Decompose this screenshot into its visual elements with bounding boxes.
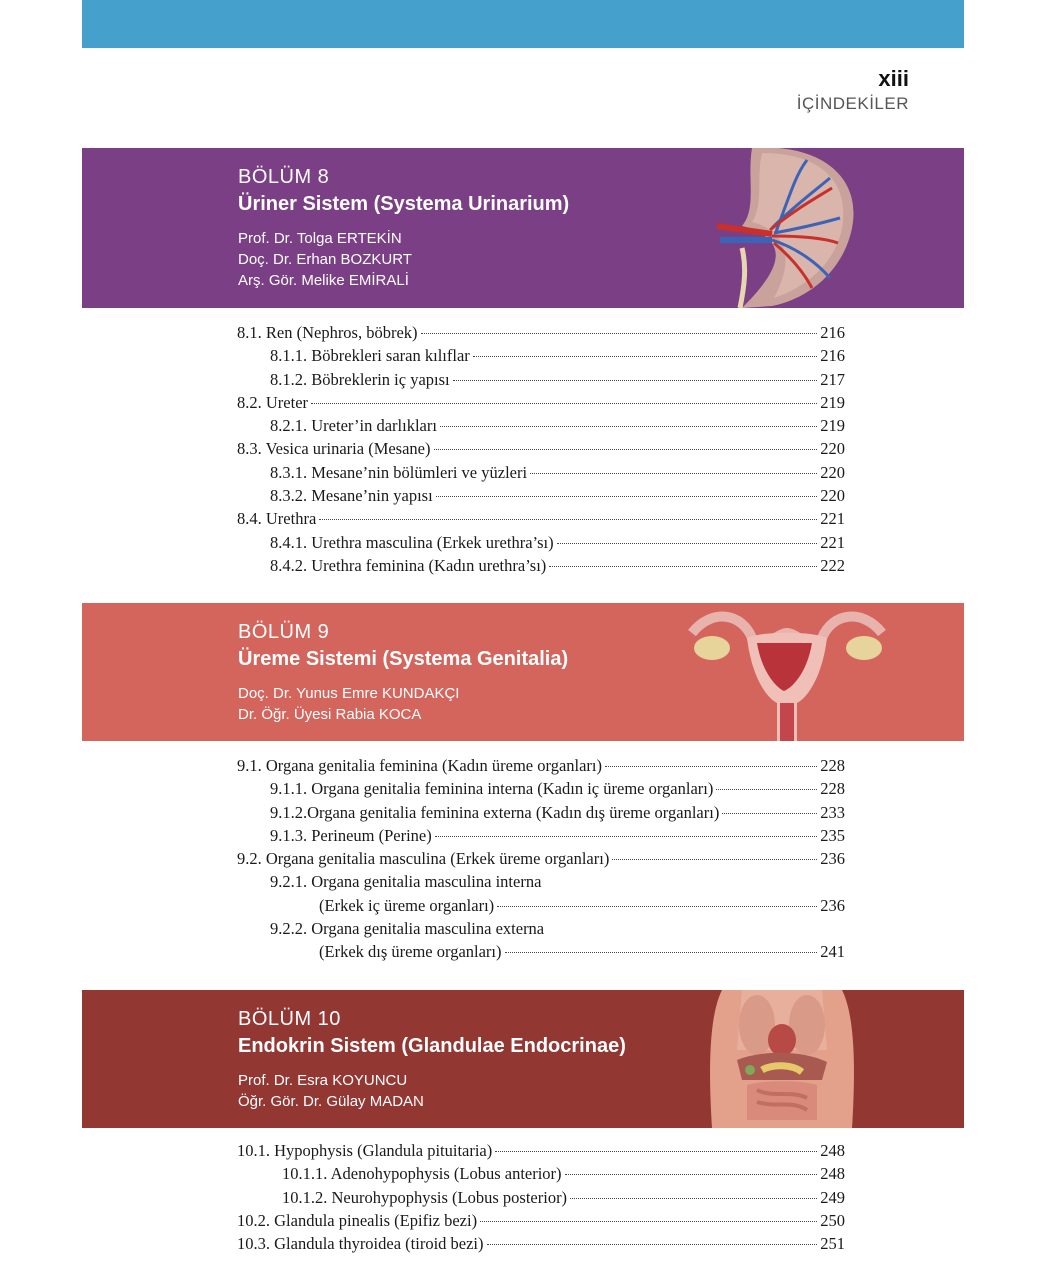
toc-entry-title: (Erkek dış üreme organları) (319, 942, 502, 962)
toc-entry-page: 248 (820, 1164, 845, 1184)
author: Arş. Gör. Melike EMİRALİ (238, 272, 409, 289)
chapter-title: Endokrin Sistem (Glandulae Endocrinae) (238, 1035, 626, 1057)
toc-entry-title: 8.1.2. Böbreklerin iç yapısı (270, 369, 450, 389)
toc-entry[interactable] (237, 531, 845, 554)
dot-leader (480, 1221, 817, 1222)
dot-leader (722, 813, 817, 814)
top-color-bar (82, 0, 964, 48)
uterus-illustration (672, 603, 902, 741)
chapter-label: BÖLÜM 10 (238, 1008, 341, 1030)
toc-entry[interactable] (237, 1162, 845, 1185)
toc-entry-page: 235 (820, 825, 845, 845)
dot-leader (435, 836, 817, 837)
toc-entry-title: 8.4.1. Urethra masculina (Erkek urethra’sı) (270, 532, 554, 552)
chapter-title: Üriner Sistem (Systema Urinarium) (238, 193, 570, 215)
toc-entry-title: 10.1. Hypophysis (Glandula pituitaria) (237, 1141, 493, 1160)
toc-entry[interactable] (237, 917, 845, 940)
torso-organs-illustration (702, 990, 862, 1128)
toc-entry-page: 219 (820, 416, 845, 436)
toc-entry-title: 8.3. Vesica urinaria (Mesane) (237, 439, 431, 459)
toc-entry-title: 8.4.2. Urethra feminina (Kadın urethra’sı) (270, 555, 547, 575)
toc-entry[interactable] (237, 777, 845, 800)
toc-entry-title: 10.1.1. Adenohypophysis (Lobus anterior) (282, 1164, 562, 1184)
toc-entry-title: 9.1.2.Organa genitalia feminina externa (Kadın dış üreme organları) (270, 802, 720, 822)
author: Prof. Dr. Esra KOYUNCU (238, 1072, 408, 1089)
toc-entry-title: 9.1.1. Organa genitalia feminina interna (Kadın iç üreme organları) (270, 779, 714, 799)
chapter-title: Üreme Sistemi (Systema Genitalia) (238, 648, 569, 670)
toc-entry-page: 222 (820, 555, 845, 575)
toc-entry[interactable] (237, 754, 845, 777)
toc-entry[interactable] (237, 414, 845, 437)
toc-entry-page: 236 (820, 849, 845, 869)
dot-leader (570, 1198, 817, 1199)
toc-entry[interactable] (237, 321, 845, 344)
toc-entry[interactable] (237, 344, 845, 367)
author: Dr. Öğr. Üyesi Rabia KOCA (238, 706, 422, 723)
dot-leader (605, 766, 817, 767)
dot-leader (453, 380, 818, 381)
toc-entry[interactable] (237, 1232, 845, 1255)
toc-entry-title: 8.2.1. Ureter’in darlıkları (270, 416, 437, 436)
dot-leader (716, 789, 817, 790)
toc-entry-continuation[interactable] (237, 940, 845, 963)
chapter-authors (238, 228, 569, 291)
author: Doç. Dr. Yunus Emre KUNDAKÇI (238, 685, 460, 702)
chapter-label: BÖLÜM 8 (238, 166, 330, 188)
chapter-authors (238, 1070, 626, 1112)
dot-leader (565, 1174, 818, 1175)
dot-leader (311, 403, 817, 404)
toc-entry-page: 249 (820, 1187, 845, 1207)
author: Prof. Dr. Tolga ERTEKİN (238, 230, 402, 247)
toc-entry-page: 220 (820, 439, 845, 459)
toc-entry-title: 8.1. Ren (Nephros, böbrek) (237, 323, 418, 342)
toc-entry-title: 9.2.2. Organa genitalia masculina externa (270, 919, 545, 939)
toc-entry[interactable] (237, 554, 845, 577)
chapter-8-banner (82, 148, 964, 308)
toc-entry-page: 228 (820, 756, 845, 775)
toc-entry[interactable] (237, 437, 845, 460)
toc-entry-page: 236 (820, 895, 845, 915)
dot-leader (440, 426, 817, 427)
toc-entry-page: 248 (820, 1141, 845, 1160)
toc-entry-title: 8.1.1. Böbrekleri saran kılıflar (270, 346, 470, 366)
toc-entry-page: 251 (820, 1234, 845, 1254)
toc-entry-page: 228 (820, 779, 845, 799)
toc-entry-page: 250 (820, 1210, 845, 1230)
toc-entry-page: 221 (820, 509, 845, 529)
toc-entry[interactable] (237, 484, 845, 507)
dot-leader (612, 859, 817, 860)
toc-entry[interactable] (237, 824, 845, 847)
dot-leader (434, 449, 818, 450)
toc-entry-title: (Erkek iç üreme organları) (319, 895, 495, 915)
toc-entry-page: 233 (820, 802, 845, 822)
toc-entry-title: 9.2.1. Organa genitalia masculina interna (270, 872, 542, 892)
toc-entry[interactable] (237, 368, 845, 391)
toc-entry-page: 221 (820, 532, 845, 552)
chapter-9-toc (237, 754, 845, 964)
running-title: İÇİNDEKİLER (796, 94, 909, 113)
toc-entry-title: 10.1.2. Neurohypophysis (Lobus posterior) (282, 1187, 568, 1207)
page-number: xiii (878, 66, 909, 91)
dot-leader (421, 333, 818, 334)
toc-entry-page: 241 (820, 942, 845, 962)
toc-entry[interactable] (237, 507, 845, 530)
chapter-10-banner (82, 990, 964, 1128)
toc-entry-page: 219 (820, 392, 845, 412)
toc-entry[interactable] (237, 391, 845, 414)
toc-entry[interactable] (237, 801, 845, 824)
dot-leader (436, 496, 818, 497)
toc-entry-title: 9.1. Organa genitalia feminina (Kadın üreme organları) (237, 756, 603, 775)
toc-entry-title: 9.1.3. Perineum (Perine) (270, 825, 432, 845)
toc-entry-title: 8.4. Urethra (237, 509, 317, 529)
dot-leader (530, 473, 817, 474)
dot-leader (505, 952, 818, 953)
toc-entry-title: 8.3.1. Mesane’nin bölümleri ve yüzleri (270, 462, 528, 482)
toc-entry-title: 10.2. Glandula pinealis (Epifiz bezi) (237, 1210, 478, 1230)
toc-entry-title: 8.3.2. Mesane’nin yapısı (270, 486, 433, 506)
dot-leader (487, 1244, 818, 1245)
chapter-label: BÖLÜM 9 (238, 621, 330, 643)
dot-leader (473, 356, 817, 357)
toc-entry-page: 216 (820, 323, 845, 342)
chapter-authors (238, 683, 568, 725)
dot-leader (319, 519, 817, 520)
dot-leader (557, 543, 818, 544)
toc-entry-page: 216 (820, 346, 845, 366)
chapter-9-banner (82, 603, 964, 741)
toc-entry-title: 10.3. Glandula thyroidea (tiroid bezi) (237, 1234, 484, 1254)
toc-entry-page: 220 (820, 462, 845, 482)
author: Doç. Dr. Erhan BOZKURT (238, 251, 412, 268)
chapter-10-toc (237, 1139, 845, 1255)
toc-entry[interactable] (237, 870, 845, 893)
toc-entry-title: 8.2. Ureter (237, 392, 309, 412)
toc-entry-page: 220 (820, 486, 845, 506)
dot-leader (497, 906, 817, 907)
toc-entry-page: 217 (820, 369, 845, 389)
author: Öğr. Gör. Dr. Gülay MADAN (238, 1093, 424, 1110)
dot-leader (549, 566, 817, 567)
toc-entry[interactable] (237, 461, 845, 484)
toc-entry[interactable] (237, 1139, 845, 1162)
toc-entry[interactable] (237, 1209, 845, 1232)
toc-entry-title: 9.2. Organa genitalia masculina (Erkek üreme organları) (237, 849, 610, 869)
dot-leader (495, 1151, 817, 1152)
kidney-illustration (712, 148, 872, 308)
toc-entry[interactable] (237, 1186, 845, 1209)
toc-entry[interactable] (237, 847, 845, 870)
toc-entry-continuation[interactable] (237, 894, 845, 917)
chapter-8-toc (237, 321, 845, 577)
